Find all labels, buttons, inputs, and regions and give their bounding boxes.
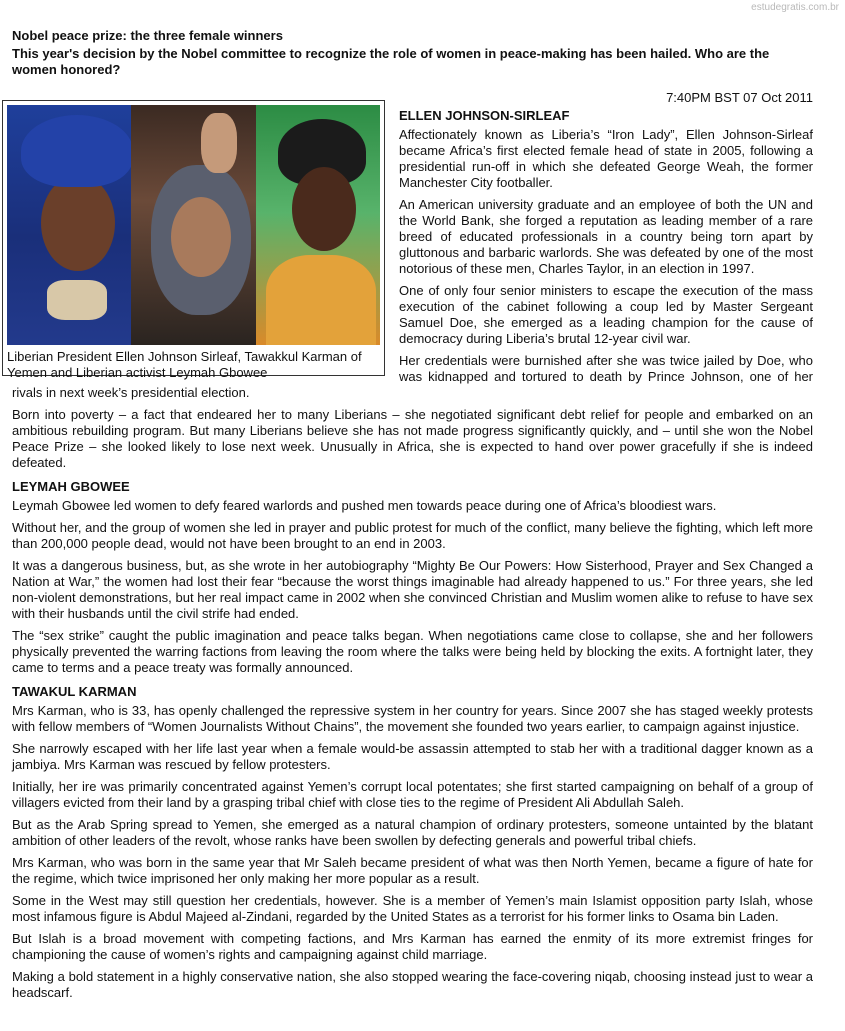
paragraph: The “sex strike” caught the public imagination and peace talks began. When negotiations came close to collapse, she and her followers physically prevented the warring factions from leaving the room where the talks were being held by blocking the exits. A fortnight later, they came to terms and a peace treaty was formally announced. [12,628,813,675]
article [7,28,813,1007]
photo-ellen-johnson-sirleaf [7,105,131,345]
photo-leymah-gbowee [256,105,380,345]
paragraph: Some in the West may still question her credentials, however. She is a member of Yemen’s main Islamist opposition party Islah, whose most infamous figure is Abdul Majeed al-Zindani, regarded by the United States as a terrorist for his former links to Osama bin Laden. [12,893,813,924]
article-title: Nobel peace prize: the three female winners [12,28,283,43]
paragraph: One of only four senior ministers to escape the execution of the mass execution of the cabinet following a coup led by Master Sergeant Samuel Doe, she emerged as a leading champion for the cause of democracy during Liberia’s brutal 12-year civil war. [399,283,813,346]
photo-tawakkul-karman [131,105,255,345]
section-heading: TAWAKUL KARMAN [12,684,137,699]
section-tawakul-karman [12,682,813,1001]
section-heading: ELLEN JOHNSON-SIRLEAF [399,108,570,123]
paragraph: Mrs Karman, who was born in the same year that Mr Saleh became president of what was then North Yemen, became a figure of hate for the regime, which twice imprisoned her only making her more popular as a result. [12,855,813,886]
article-subtitle: This year's decision by the Nobel committee to recognize the role of women in peace-making has been hailed. Who are the women honored? [12,46,770,77]
figure-caption: Liberian President Ellen Johnson Sirleaf, Tawakkul Karman of Yemen and Liberian activist Leymah Gbowee [7,349,362,380]
paragraph: She narrowly escaped with her life last year when a female would-be assassin attempted to stab her with a traditional dagger known as a jambiya. Mrs Karman was rescued by fellow protesters. [12,741,813,772]
paragraph: Born into poverty – a fact that endeared her to many Liberians – she negotiated significant debt relief for people and embarked on an ambitious rebuilding program. But many Liberians believe she has not made progress significantly quickly, and – until she won the Nobel Peace Prize – she looked likely to lose next week. Unusually in Africa, she is expected to hand over power gracefully if she is indeed defeated. [12,407,813,470]
photo-figure [2,100,385,380]
section-leymah-gbowee [12,477,813,676]
paragraph: An American university graduate and an employee of both the UN and the World Bank, she forged a reputation as leading member of a rare breed of educated professionals in a country being torn apart by gluttonous and barbaric warlords. She was defeated by one of the most notorious of these men, Charles Taylor, in an election in 1997. [399,197,813,276]
paragraph: Mrs Karman, who is 33, has openly challenged the repressive system in her country for years. Since 2007 she has staged weekly protests with fellow members of “Women Journalists Without Chains”, the movement she founded two years earlier, to campaign against injustice. [12,703,813,734]
paragraph: Without her, and the group of women she led in prayer and public protest for much of the conflict, many believe the fighting, which left more than 200,000 people dead, would not have been brought to an end in 2003. [12,520,813,551]
paragraph: Leymah Gbowee led women to defy feared warlords and pushed men towards peace during one of Africa’s bloodiest wars. [12,498,717,513]
timestamp: 7:40PM BST 07 Oct 2011 [666,90,813,105]
paragraph: But as the Arab Spring spread to Yemen, she emerged as a natural champion of ordinary protesters, someone untainted by the blatant ambition of other leaders of the revolt, whose ranks have been swollen by defecting generals and powerful tribal chiefs. [12,817,813,848]
paragraph: It was a dangerous business, but, as she wrote in her autobiography “Mighty Be Our Powers: How Sisterhood, Prayer and Sex Changed a Nation at War,” the women had lost their fear “because the worst things imaginable had already happened to us.” For three years, she led non-violent demonstrations, but her real impact came in 2002 when she convinced Christian and Muslim women alike to refuse to have sex with their husbands until the civil strife had ended. [12,558,813,621]
paragraph: Making a bold statement in a highly conservative nation, she also stopped wearing the face-covering niqab, choosing instead just to wear a headscarf. [12,969,813,1000]
paragraph: Initially, her ire was primarily concentrated against Yemen’s corrupt local potentates; she first started campaigning on behalf of a group of villagers evicted from their land by a grasping tribal chief with close ties to the regime of President Ali Abdullah Saleh. [12,779,813,810]
paragraph: Affectionately known as Liberia’s “Iron Lady”, Ellen Johnson-Sirleaf became Africa’s first elected female head of state in 2005, following a presidential run-off in which she defeated George Weah, the former Manchester City footballer. [399,127,813,190]
paragraph: Her credentials were burnished after she was twice jailed by Doe, who was kidnapped and tortured to death by Prince Johnson, one of her rivals in next week’s presidential election. [12,353,813,400]
photo-strip [7,105,380,345]
section-heading: LEYMAH GBOWEE [12,479,130,494]
watermark: estudegratis.com.br [751,2,839,13]
paragraph: But Islah is a broad movement with competing factions, and Mrs Karman has earned the enmity of its more extremist fringes for championing the cause of women’s rights and campaigning against child marriage. [12,931,813,962]
